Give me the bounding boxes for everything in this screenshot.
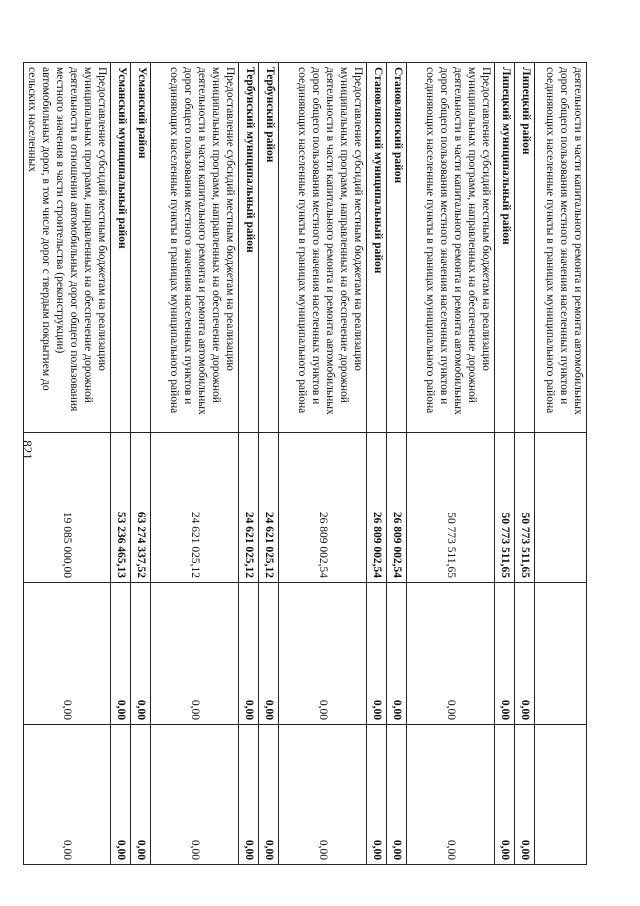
value-col-2: 0,00: [259, 583, 279, 725]
value-col-3: 0,00: [131, 725, 151, 865]
row-label: Липецкий район: [515, 63, 535, 433]
value-col-1: 26 809 002,54: [367, 433, 387, 583]
value-col-3: 0,00: [23, 725, 110, 865]
value-col-3: 0,00: [407, 725, 495, 865]
row-label: Предоставление субсидий местным бюджетам на реализацию муниципальных программ, направленных на обеспечение дорожной деятельности в части капитального ремонта и ремонта автомобильных дорог общего пользования местного значения населенных пунктов и соединяющих населенные пункты в границах муниципального района: [407, 63, 495, 433]
value-col-2: 0,00: [111, 583, 131, 725]
value-col-3: 0,00: [367, 725, 387, 865]
value-col-3: 0,00: [515, 725, 535, 865]
value-col-1: 50 773 511,65: [515, 433, 535, 583]
row-label: Становлянский район: [387, 63, 407, 433]
value-col-3: [535, 725, 587, 865]
table-row: [279, 63, 367, 865]
row-label: Усманский район: [131, 63, 151, 433]
value-col-3: 0,00: [239, 725, 259, 865]
value-col-2: 0,00: [131, 583, 151, 725]
budget-table: [23, 62, 587, 865]
value-col-3: 0,00: [387, 725, 407, 865]
value-col-1: 53 236 465,13: [111, 433, 131, 583]
table-row: [407, 63, 495, 865]
value-col-2: 0,00: [495, 583, 515, 725]
budget-table-body: [23, 63, 586, 865]
table-row: [259, 63, 279, 865]
table-row: [23, 63, 110, 865]
value-col-2: 0,00: [367, 583, 387, 725]
row-label: Предоставление субсидий местным бюджетам на реализацию муниципальных программ, направленных на обеспечение дорожной деятельности в части капитального ремонта и ремонта автомобильных дорог общего пользования местного значения населенных пунктов и соединяющих населенные пункты в границах муниципального района: [151, 63, 239, 433]
row-label: деятельности в части капитального ремонта и ремонта автомобильных дорог общего пользования местного значения населенных пунктов и соединяющих населенные пункты в границах муниципального района: [535, 63, 587, 433]
row-label: Тербунский муниципальный район: [239, 63, 259, 433]
table-row: [111, 63, 131, 865]
value-col-1: 50 773 511,65: [407, 433, 495, 583]
page-number: 821: [20, 440, 35, 460]
table-row: [535, 63, 587, 865]
table-row: [367, 63, 387, 865]
row-label: Предоставление субсидий местным бюджетам на реализацию муниципальных программ, направленных на обеспечение дорожной деятельности в отношении автомобильных дорог общего пользования местного значения в части строительства (реконструкции) автомобильных дорог, в том числе дорог с твердым покрытием до сельских населенных: [23, 63, 110, 433]
table-row: [387, 63, 407, 865]
value-col-3: 0,00: [111, 725, 131, 865]
row-label: Тербунский район: [259, 63, 279, 433]
row-label: Становлянский муниципальный район: [367, 63, 387, 433]
value-col-1: [535, 433, 587, 583]
table-row: [515, 63, 535, 865]
value-col-1: 63 274 337,52: [131, 433, 151, 583]
value-col-2: 0,00: [279, 583, 367, 725]
value-col-3: 0,00: [259, 725, 279, 865]
value-col-1: 26 809 002,54: [387, 433, 407, 583]
value-col-1: 50 773 511,65: [495, 433, 515, 583]
value-col-1: 24 621 025,12: [151, 433, 239, 583]
value-col-1: 26 809 002,54: [279, 433, 367, 583]
value-col-2: 0,00: [151, 583, 239, 725]
value-col-3: 0,00: [279, 725, 367, 865]
row-label: Усманский муниципальный район: [111, 63, 131, 433]
table-row: [151, 63, 239, 865]
value-col-1: 24 621 025,12: [259, 433, 279, 583]
value-col-2: 0,00: [407, 583, 495, 725]
table-row: [131, 63, 151, 865]
value-col-3: 0,00: [151, 725, 239, 865]
table-row: [495, 63, 515, 865]
row-label: Липецкий муниципальный район: [495, 63, 515, 433]
value-col-3: 0,00: [495, 725, 515, 865]
value-col-1: 19 085 000,00: [23, 433, 110, 583]
value-col-2: 0,00: [239, 583, 259, 725]
value-col-2: [535, 583, 587, 725]
value-col-2: 0,00: [23, 583, 110, 725]
value-col-1: 24 621 025,12: [239, 433, 259, 583]
value-col-2: 0,00: [387, 583, 407, 725]
value-col-2: 0,00: [515, 583, 535, 725]
row-label: Предоставление субсидий местным бюджетам на реализацию муниципальных программ, направленных на обеспечение дорожной деятельности в части капитального ремонта и ремонта автомобильных дорог общего пользования местного значения населенных пунктов и соединяющих населенные пункты в границах муниципального района: [279, 63, 367, 433]
table-row: [239, 63, 259, 865]
